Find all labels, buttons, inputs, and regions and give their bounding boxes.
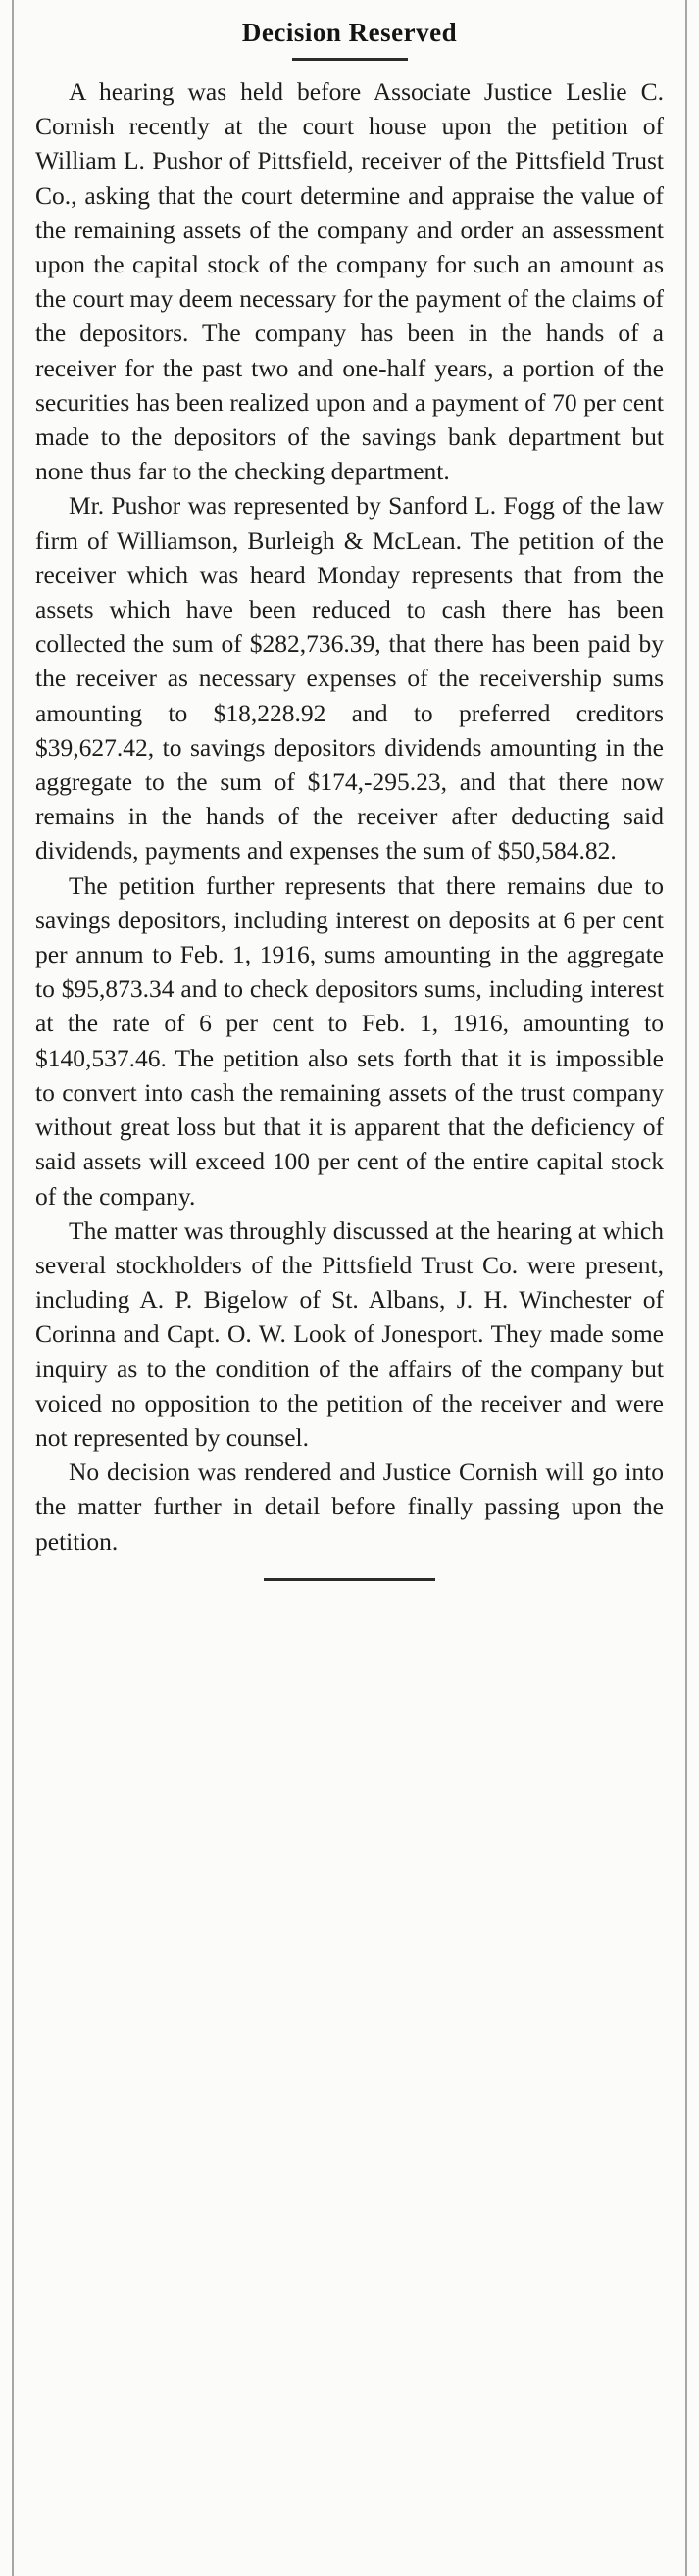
article-paragraph: No decision was rendered and Justice Cornish will go into the matter further in detail before finally passing upon the petition. xyxy=(35,1458,664,1556)
article-paragraph: The matter was throughly discussed at the hearing at which several stockholders of the Pittsfield Trust Co. were present, including A. P. Bigelow of St. Albans, J. H. Winchester of Corinna and Capt. O. W. Look of Jonesport. They made some inquiry as to the condition of the affairs of the company but voiced no opposition to the petition of the receiver and were not represented by counsel. xyxy=(35,1215,664,1452)
article-end-divider xyxy=(264,1578,435,1581)
page-title: Decision Reserved xyxy=(241,18,458,47)
article-paragraph: The petition further represents that there remains due to savings depositors, including interest on deposits at 6 per cent per annum to Feb. 1, 1916, sums amounting in the aggregate to $95,873.34 and to check depositors sums, including interest at the rate of 6 per cent to Feb. 1, 1916, amounting to $140,537.46. The petition also sets forth that it is impossible to convert into cash the remaining assets of the trust company without great loss but that it is apparent that the deficiency of said assets will exceed 100 per cent of the entire capital stock of the company. xyxy=(35,870,664,1211)
article-column xyxy=(35,0,664,2576)
column-rule-right xyxy=(685,0,687,2576)
article-paragraph: Mr. Pushor was represented by Sanford L. Fogg of the law firm of Williamson, Burleigh & McLean. The petition of the receiver which was heard Monday represents that from the assets which have been reduced to cash there has been collected the sum of $282,736.39, that there has been paid by the receiver as necessary expenses of the receivership sums amounting to $18,228.92 and to preferred creditors $39,627.42, to savings depositors dividends amounting in the aggregate to the sum of $174,-295.23, and that there now remains in the hands of the receiver after deducting said dividends, payments and expenses the sum of $50,584.82. xyxy=(35,491,664,866)
headline-divider xyxy=(292,58,408,61)
article-paragraph: A hearing was held before Associate Justice Leslie C. Cornish recently at the court house upon the petition of William L. Pushor of Pittsfield, receiver of the Pittsfield Trust Co., asking that the court determine and appraise the value of the remaining assets of the company and order an assessment upon the capital stock of the company for such an amount as the court may deem necessary for the payment of the claims of the depositors. The company has been in the hands of a receiver for the past two and one-half years, a portion of the securities has been realized upon and a payment of 70 per cent made to the depositors of the savings bank department but none thus far to the checking department. xyxy=(35,77,664,486)
column-rule-left xyxy=(12,0,14,2576)
article-body xyxy=(35,74,664,1559)
